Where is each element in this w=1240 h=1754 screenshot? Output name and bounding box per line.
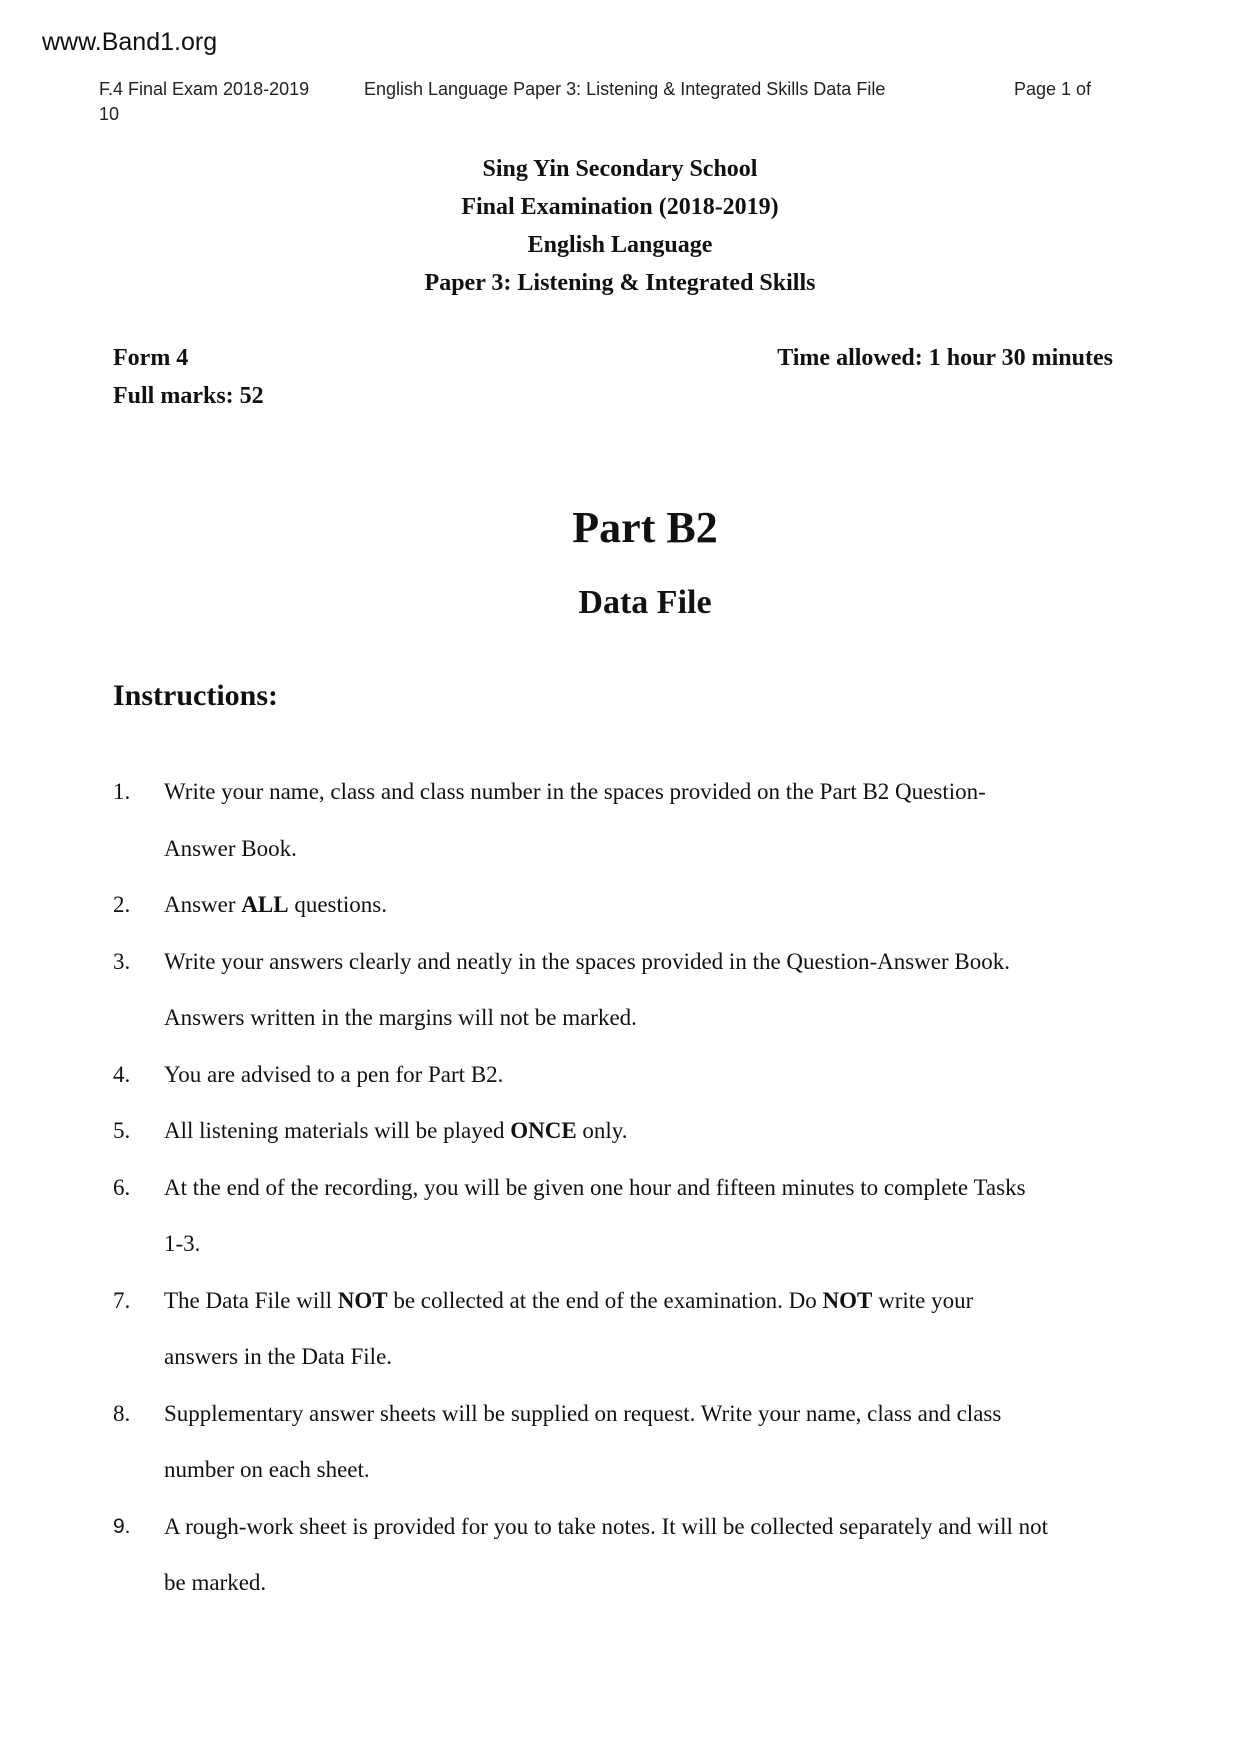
instruction-text-continued: answers in the Data File. [164,1344,393,1369]
paper-name: Paper 3: Listening & Integrated Skills [424,270,816,296]
instruction-item [113,1499,1143,1612]
header-paper-title: English Language Paper 3: Listening & Integrated Skills Data File [364,79,886,99]
instruction-text: You are advised to a pen for Part B2. [164,1061,504,1087]
part-subtitle: Data File [578,584,712,621]
instruction-item [113,1103,1143,1160]
instruction-item [113,877,1143,934]
instructions-heading: Instructions: [113,679,279,712]
instruction-text: Supplementary answer sheets will be supplied on request. Write your name, class and class [164,1400,1002,1426]
instruction-text-continued: be marked. [164,1570,267,1595]
instruction-text-end: questions. [288,892,387,917]
watermark-url: www.Band1.org [42,28,218,56]
header-total-pages: 10 [99,104,120,124]
instruction-number: 5. [113,1118,131,1143]
instruction-emphasis: ALL [241,892,289,917]
instruction-text-end: only. [576,1118,628,1143]
instruction-text: All listening materials will be played [164,1118,511,1143]
form-level: Form 4 [113,345,189,371]
instruction-emphasis: ONCE [510,1118,577,1143]
time-allowed: Time allowed: 1 hour 30 minutes [777,345,1113,371]
instruction-text: At the end of the recording, you will be given one hour and fifteen minutes to complete Tasks [164,1174,1026,1200]
instructions-list [113,764,1143,1612]
instruction-number: 6. [113,1174,131,1200]
exam-name: Final Examination (2018-2019) [461,194,779,220]
header-page-number: Page 1 of [1014,79,1092,99]
instruction-number: 2. [113,892,131,917]
instruction-number: 3. [113,948,131,974]
instruction-text: Write your answers clearly and neatly in the spaces provided in the Question-Answer Book. [164,948,1011,974]
instruction-text: Write your name, class and class number in the spaces provided on the Part B2 Question- [164,779,986,804]
full-marks: Full marks: 52 [113,383,264,409]
instruction-text: The Data File will [164,1287,338,1313]
school-name: Sing Yin Secondary School [482,156,758,182]
part-title: Part B2 [572,503,718,552]
instruction-item [113,764,1143,877]
instruction-item [113,1386,1143,1499]
instruction-item [113,1047,1143,1104]
instruction-text-end: write your [872,1287,974,1313]
instruction-number: 7. [113,1287,131,1313]
instruction-number: 8. [113,1400,131,1426]
instruction-item [113,1273,1143,1386]
instruction-text-middle: be collected at the end of the examination. Do [387,1287,823,1313]
header-exam: F.4 Final Exam 2018-2019 [99,79,310,99]
instruction-number: 4. [113,1061,131,1087]
instruction-text-continued: Answers written in the margins will not be marked. [164,1005,637,1030]
instruction-emphasis-second: NOT [822,1287,873,1313]
subject-name: English Language [527,232,713,258]
instruction-text: A rough-work sheet is provided for you to take notes. It will be collected separately and will not [164,1513,1048,1539]
instruction-text: Answer [164,892,242,917]
instruction-text-continued: number on each sheet. [164,1457,370,1482]
instruction-item [113,1160,1143,1273]
instruction-text-continued: 1-3. [164,1231,201,1256]
instruction-text-continued: Answer Book. [164,835,297,861]
instruction-number: 9. [113,1514,131,1538]
instruction-number: 1. [113,779,131,804]
instruction-item [113,934,1143,1047]
instruction-emphasis: NOT [337,1287,388,1313]
